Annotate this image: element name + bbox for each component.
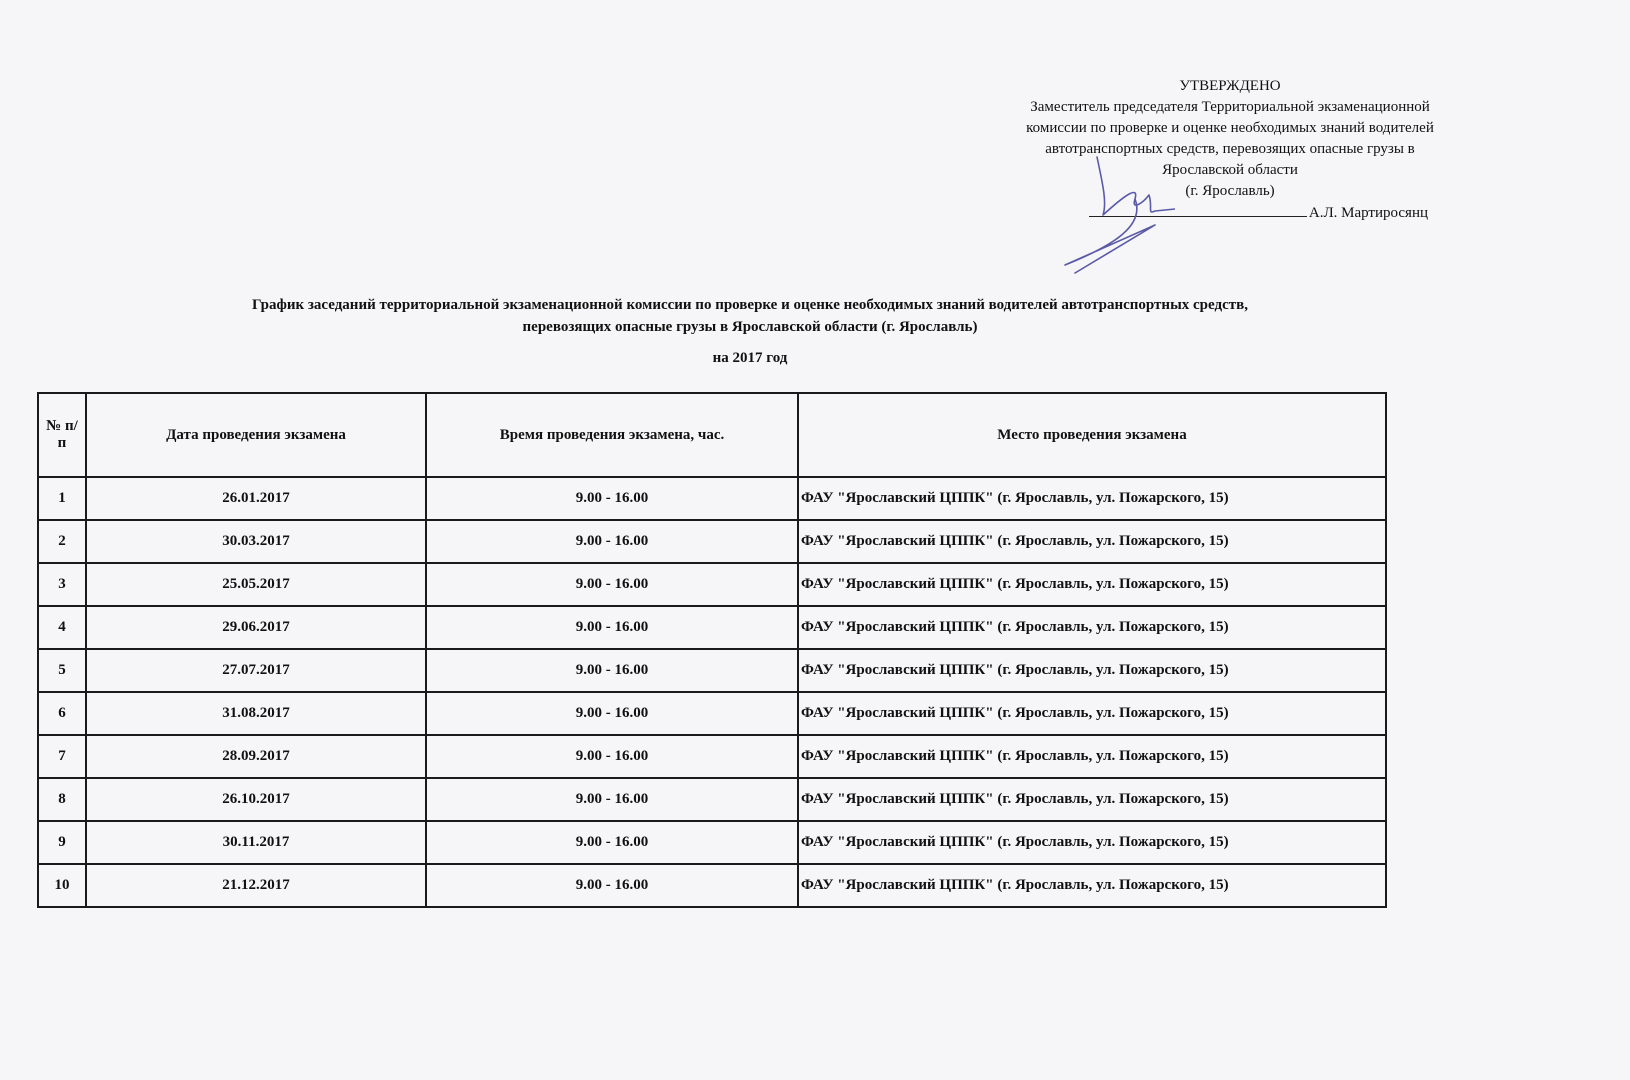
- cell-place: ФАУ "Ярославский ЦППК" (г. Ярославль, ул. Пожарского, 15): [798, 606, 1386, 649]
- cell-date: 27.07.2017: [86, 649, 426, 692]
- cell-place: ФАУ "Ярославский ЦППК" (г. Ярославль, ул. Пожарского, 15): [798, 692, 1386, 735]
- cell-num: 7: [38, 735, 86, 778]
- cell-num: 6: [38, 692, 86, 735]
- cell-num: 2: [38, 520, 86, 563]
- cell-date: 26.01.2017: [86, 477, 426, 520]
- cell-date: 30.03.2017: [86, 520, 426, 563]
- cell-date: 28.09.2017: [86, 735, 426, 778]
- handwritten-signature: [1055, 155, 1175, 275]
- cell-time: 9.00 - 16.00: [426, 692, 798, 735]
- cell-num: 10: [38, 864, 86, 907]
- cell-time: 9.00 - 16.00: [426, 864, 798, 907]
- cell-num: 3: [38, 563, 86, 606]
- cell-place: ФАУ "Ярославский ЦППК" (г. Ярославль, ул. Пожарского, 15): [798, 563, 1386, 606]
- cell-place: ФАУ "Ярославский ЦППК" (г. Ярославль, ул. Пожарского, 15): [798, 649, 1386, 692]
- table-row: [38, 606, 1386, 649]
- cell-date: 31.08.2017: [86, 692, 426, 735]
- cell-time: 9.00 - 16.00: [426, 563, 798, 606]
- table-row: [38, 864, 1386, 907]
- cell-place: ФАУ "Ярославский ЦППК" (г. Ярославль, ул. Пожарского, 15): [798, 735, 1386, 778]
- approval-line: комиссии по проверке и оценке необходимых знаний водителей: [1026, 120, 1434, 136]
- table-row: [38, 735, 1386, 778]
- header-num: № п/п: [38, 393, 86, 477]
- cell-time: 9.00 - 16.00: [426, 649, 798, 692]
- table-header-row: [38, 393, 1386, 477]
- cell-date: 29.06.2017: [86, 606, 426, 649]
- table-row: [38, 477, 1386, 520]
- header-date: Дата проведения экзамена: [86, 393, 426, 477]
- cell-num: 9: [38, 821, 86, 864]
- title-line-2: перевозящих опасные грузы в Ярославской области (г. Ярославль): [522, 319, 978, 335]
- document-year: на 2017 год: [712, 350, 788, 366]
- approval-heading: УТВЕРЖДЕНО: [1179, 78, 1281, 94]
- document-title: [100, 294, 1400, 338]
- cell-num: 8: [38, 778, 86, 821]
- cell-time: 9.00 - 16.00: [426, 520, 798, 563]
- schedule-table: [37, 392, 1387, 908]
- cell-time: 9.00 - 16.00: [426, 821, 798, 864]
- table-row: [38, 778, 1386, 821]
- cell-time: 9.00 - 16.00: [426, 606, 798, 649]
- cell-time: 9.00 - 16.00: [426, 477, 798, 520]
- table-row: [38, 692, 1386, 735]
- approval-line: автотранспортных средств, перевозящих опасные грузы в: [1045, 141, 1415, 157]
- cell-date: 30.11.2017: [86, 821, 426, 864]
- cell-num: 1: [38, 477, 86, 520]
- cell-place: ФАУ "Ярославский ЦППК" (г. Ярославль, ул. Пожарского, 15): [798, 778, 1386, 821]
- table-row: [38, 649, 1386, 692]
- cell-date: 25.05.2017: [86, 563, 426, 606]
- cell-date: 21.12.2017: [86, 864, 426, 907]
- approval-line: Заместитель председателя Территориальной экзаменационной: [1030, 99, 1430, 115]
- table-row: [38, 520, 1386, 563]
- table-row: [38, 563, 1386, 606]
- signature-stroke: [1065, 157, 1175, 273]
- title-line-1: График заседаний территориальной экзаменационной комиссии по проверке и оценке необходимых знаний водителей автотранспортных средств,: [252, 297, 1248, 313]
- header-place: Место проведения экзамена: [798, 393, 1386, 477]
- approval-line: Ярославской области: [1162, 162, 1298, 178]
- cell-num: 5: [38, 649, 86, 692]
- cell-place: ФАУ "Ярославский ЦППК" (г. Ярославль, ул. Пожарского, 15): [798, 821, 1386, 864]
- approval-line: (г. Ярославль): [1185, 183, 1275, 199]
- signer-name: А.Л. Мартиросянц: [1308, 205, 1428, 221]
- table-row: [38, 821, 1386, 864]
- cell-place: ФАУ "Ярославский ЦППК" (г. Ярославль, ул. Пожарского, 15): [798, 520, 1386, 563]
- cell-time: 9.00 - 16.00: [426, 735, 798, 778]
- cell-place: ФАУ "Ярославский ЦППК" (г. Ярославль, ул. Пожарского, 15): [798, 477, 1386, 520]
- cell-time: 9.00 - 16.00: [426, 778, 798, 821]
- cell-num: 4: [38, 606, 86, 649]
- cell-date: 26.10.2017: [86, 778, 426, 821]
- cell-place: ФАУ "Ярославский ЦППК" (г. Ярославль, ул. Пожарского, 15): [798, 864, 1386, 907]
- header-time: Время проведения экзамена, час.: [426, 393, 798, 477]
